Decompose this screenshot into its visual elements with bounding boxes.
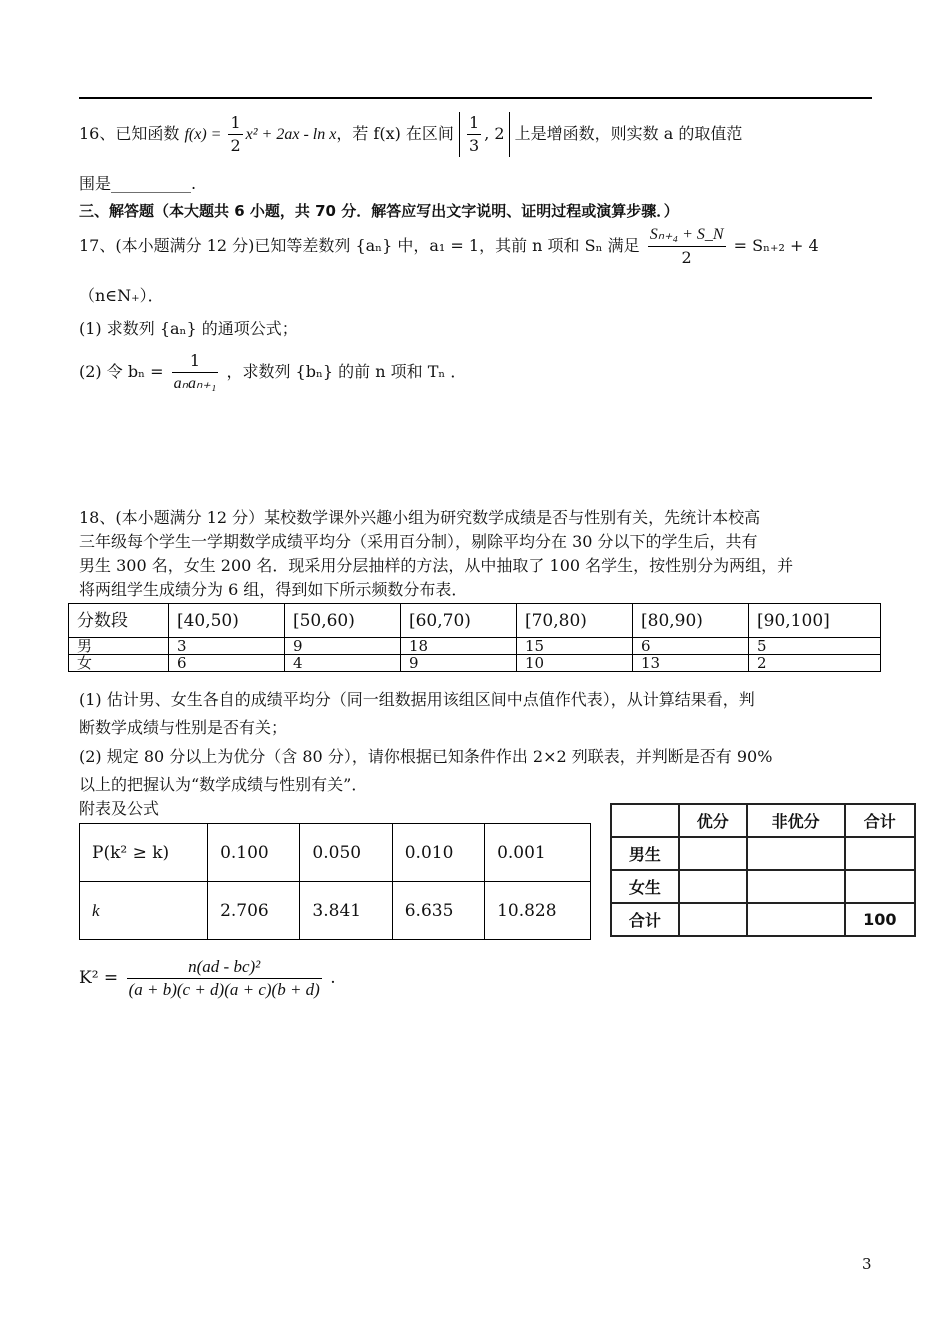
q18-line3: 男生 300 名，女生 200 名．现采用分层抽样的方法，从中抽取了 100 名学生，按性别分为两组，并 xyxy=(79,556,794,575)
crit-cell: 0.001 xyxy=(485,824,591,882)
contingency-table xyxy=(610,803,916,937)
cont-cell xyxy=(679,870,747,903)
freq-header-cell: [80,90) xyxy=(633,604,749,638)
cont-cell: 合计 xyxy=(611,903,679,936)
crit-cell: 6.635 xyxy=(392,882,484,940)
cont-cell: 非优分 xyxy=(747,804,845,837)
freq-header-row xyxy=(69,604,881,638)
q17-b-fraction: $\frac{1}{\text{aₙaₙ₊₁}}$ xyxy=(173,351,217,392)
q16-interval: $\frac{1}{3}$ , 2 xyxy=(459,112,510,157)
q18-part1-b: 断数学成绩与性别是否有关； xyxy=(79,718,288,737)
freq-cell: 6 xyxy=(633,638,749,655)
crit-cell: 2.706 xyxy=(208,882,300,940)
page-number: 3 xyxy=(862,1255,872,1273)
header-rule xyxy=(79,97,872,99)
q17-part2: (2) 令 bₙ = $\frac{1}{\text{aₙaₙ₊₁}}$ ，求数列 {bₙ} 的前 n 项和 Tₙ ． xyxy=(79,350,466,395)
freq-cell: 女 xyxy=(69,655,169,672)
chi-square-fraction: $\frac{\text{n(ad - bc)²}}{(a + b)(c + d)(a + c)(b + d)}$ xyxy=(128,957,320,999)
freq-header-cell: [90,100] xyxy=(749,604,881,638)
cont-cell xyxy=(845,870,915,903)
cont-cell xyxy=(679,903,747,936)
cont-female-row xyxy=(611,870,915,903)
cont-cell xyxy=(747,870,845,903)
cont-cell: 合计 xyxy=(845,804,915,837)
freq-cell: 9 xyxy=(400,655,516,672)
q18-line4: 将两组学生成绩分为 6 组，得到如下所示频数分布表． xyxy=(79,580,468,599)
crit-cell: 3.841 xyxy=(300,882,392,940)
freq-header-cell: [70,80) xyxy=(516,604,632,638)
freq-cell: 4 xyxy=(284,655,400,672)
cont-cell: 优分 xyxy=(679,804,747,837)
crit-cell: 0.010 xyxy=(392,824,484,882)
crit-cell: 0.100 xyxy=(208,824,300,882)
critical-value-table xyxy=(79,823,591,940)
chi-square-formula: K² = $\frac{\text{n(ad - bc)²}}{(a + b)(c + d)(a + c)(b + d)}$ . xyxy=(79,957,336,999)
appendix-label: 附表及公式 xyxy=(79,799,160,818)
freq-cell: 9 xyxy=(284,638,400,655)
q16-half-fraction: $\frac{1}{2}$ xyxy=(230,113,241,155)
section-heading: 三、解答题（本大题共 6 小题，共 70 分．解答应写出文字说明、证明过程或演算步骤．） xyxy=(79,202,679,220)
q17-sum-fraction: $\frac{\text{Sₙ₊₄ + S\_N}}{2}$ xyxy=(649,226,724,267)
q16-line1: 16、已知函数 f(x) = $\frac{1}{2}$ x² + 2ax - ln x，若 f(x) 在区间 $\frac{1}{3}$ , 2 上是增函数，则实数 a 的取值范 xyxy=(79,113,743,155)
frequency-table xyxy=(68,603,881,672)
cont-cell xyxy=(747,903,845,936)
crit-cell: 10.828 xyxy=(485,882,591,940)
q17-line1: 17、(本小题满分 12 分)已知等差数列 {aₙ} 中，a₁ = 1，其前 n 项和 Sₙ 满足 $\frac{\text{Sₙ₊₄ + S\_N}}{2}$ = Sₙ₊₂ + 4 xyxy=(79,226,819,267)
freq-header-cell: [40,50) xyxy=(168,604,284,638)
cont-header-row xyxy=(611,804,915,837)
q16-line2: 围是__________. xyxy=(79,174,197,193)
freq-cell: 13 xyxy=(633,655,749,672)
freq-cell: 15 xyxy=(516,638,632,655)
cont-total-row xyxy=(611,903,915,936)
q18-line2: 三年级每个学生一学期数学成绩平均分（采用百分制），剔除平均分在 30 分以下的学生后，共有 xyxy=(79,532,758,551)
crit-cell: 0.050 xyxy=(300,824,392,882)
q18-line1: 18、(本小题满分 12 分）某校数学课外兴趣小组为研究数学成绩是否与性别有关，先统计本校高 xyxy=(79,508,761,527)
q18-part2-a: (2) 规定 80 分以上为优分（含 80 分），请你根据已知条件作出 2×2 列联表，并判断是否有 90% xyxy=(79,747,773,766)
cont-cell: 男生 xyxy=(611,837,679,870)
q18-part1-a: (1) 估计男、女生各自的成绩平均分（同一组数据用该组区间中点值作代表），从计算结果看，判 xyxy=(79,690,755,709)
crit-k-row xyxy=(80,882,591,940)
cont-cell: 100 xyxy=(845,903,915,936)
freq-header-cell: 分数段 xyxy=(69,604,169,638)
freq-cell: 5 xyxy=(749,638,881,655)
crit-cell: k xyxy=(80,882,208,940)
freq-cell: 10 xyxy=(516,655,632,672)
crit-cell: P(k² ≥ k) xyxy=(80,824,208,882)
freq-female-row xyxy=(69,655,881,672)
freq-cell: 3 xyxy=(168,638,284,655)
freq-cell: 男 xyxy=(69,638,169,655)
cont-cell xyxy=(679,837,747,870)
crit-prob-row xyxy=(80,824,591,882)
freq-header-cell: [60,70) xyxy=(400,604,516,638)
freq-header-cell: [50,60) xyxy=(284,604,400,638)
freq-cell: 6 xyxy=(168,655,284,672)
cont-cell xyxy=(747,837,845,870)
q17-domain: （n∈N₊）． xyxy=(79,286,164,305)
freq-cell: 2 xyxy=(749,655,881,672)
cont-cell xyxy=(845,837,915,870)
q18-part2-b: 以上的把握认为“数学成绩与性别有关”． xyxy=(79,775,368,794)
cont-cell: 女生 xyxy=(611,870,679,903)
freq-male-row xyxy=(69,638,881,655)
cont-cell xyxy=(611,804,679,837)
q17-part1: (1) 求数列 {aₙ} 的通项公式； xyxy=(79,319,298,338)
cont-male-row xyxy=(611,837,915,870)
freq-cell: 18 xyxy=(400,638,516,655)
